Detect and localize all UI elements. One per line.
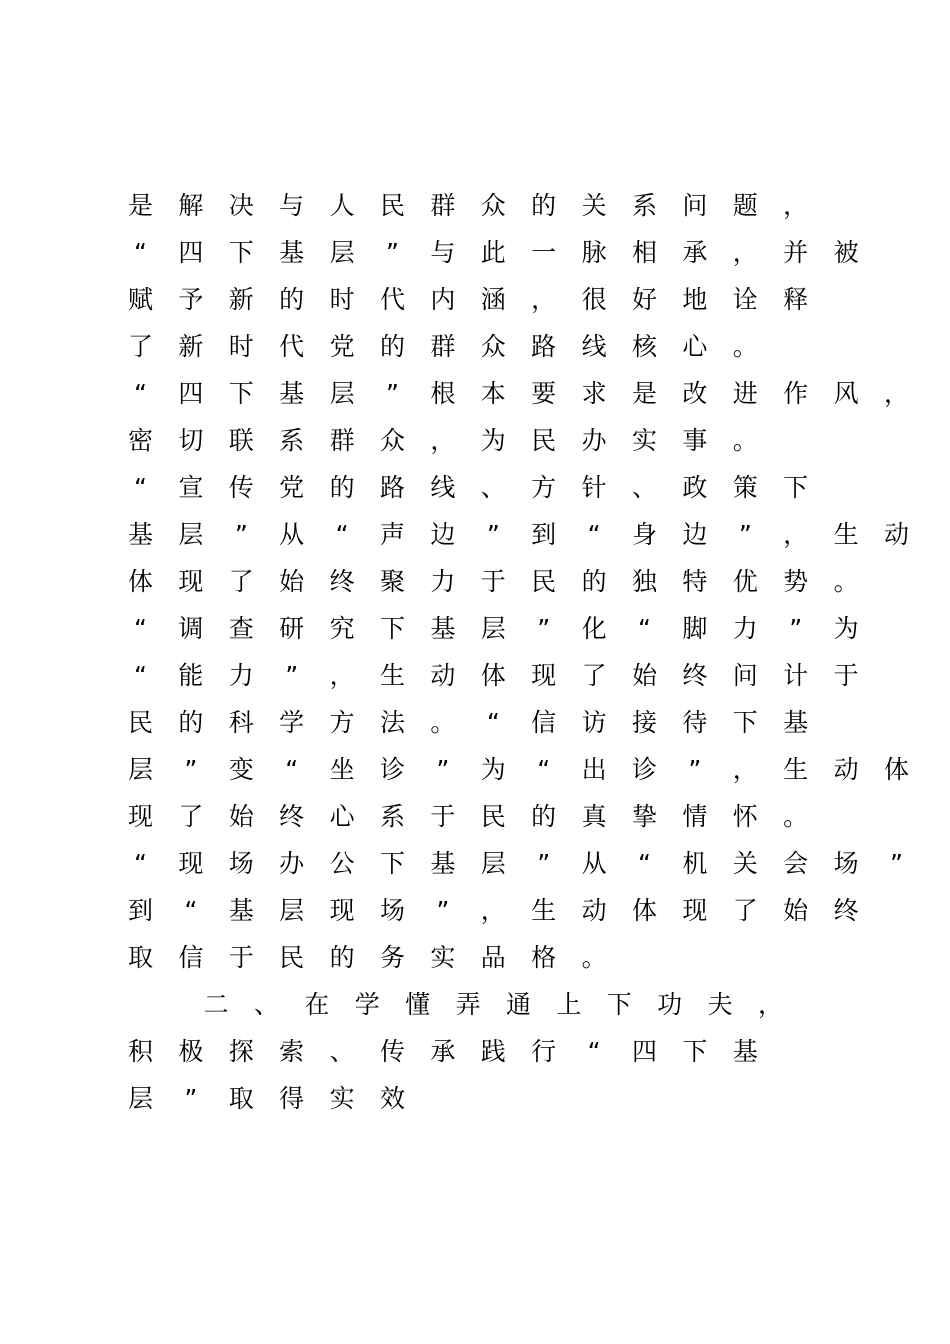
glyph: “	[134, 473, 147, 502]
glyph: 与	[279, 191, 305, 220]
glyph: 路	[531, 332, 557, 361]
glyph: 场	[228, 849, 254, 878]
glyph: 边	[430, 520, 456, 549]
glyph: ”	[184, 755, 198, 784]
glyph: 基	[279, 238, 305, 267]
text-line	[128, 323, 888, 370]
glyph: 生	[833, 520, 859, 549]
glyph: 层	[329, 238, 355, 267]
glyph: 取	[228, 1084, 254, 1113]
glyph: 众	[379, 426, 405, 455]
glyph: 解	[178, 191, 204, 220]
text-line	[128, 370, 909, 417]
glyph: 相	[631, 238, 657, 267]
glyph: 访	[581, 708, 607, 737]
glyph: 人	[329, 191, 355, 220]
glyph: 基	[430, 849, 456, 878]
glyph: 系	[279, 426, 305, 455]
glyph: 边	[682, 520, 708, 549]
glyph: 群	[430, 191, 456, 220]
glyph: 始	[783, 896, 809, 925]
glyph: 线	[430, 473, 456, 502]
glyph: ，	[783, 191, 809, 220]
glyph: 力	[430, 567, 456, 596]
glyph: ”	[285, 661, 299, 690]
glyph: ”	[234, 520, 248, 549]
glyph: 聚	[379, 567, 405, 596]
glyph: 化	[581, 614, 607, 643]
glyph: 一	[531, 238, 557, 267]
glyph: 并	[783, 238, 809, 267]
glyph: 求	[581, 379, 607, 408]
glyph: 于	[480, 567, 506, 596]
text-line	[128, 182, 888, 229]
glyph: ”	[537, 849, 551, 878]
glyph: 下	[228, 379, 254, 408]
glyph: 事	[682, 426, 708, 455]
glyph: ，	[732, 238, 758, 267]
glyph: 待	[682, 708, 708, 737]
glyph: 下	[228, 238, 254, 267]
glyph: ，	[732, 755, 758, 784]
glyph: 始	[631, 661, 657, 690]
text-line	[128, 840, 903, 887]
glyph: 上	[556, 990, 582, 1019]
glyph: 的	[531, 191, 557, 220]
glyph: 代	[379, 285, 405, 314]
glyph: 的	[329, 943, 355, 972]
glyph: 的	[329, 473, 355, 502]
glyph: 于	[228, 943, 254, 972]
glyph: 。	[833, 567, 859, 596]
glyph: 效	[379, 1084, 405, 1113]
glyph: 身	[631, 520, 657, 549]
glyph: 得	[279, 1084, 305, 1113]
glyph: 方	[531, 473, 557, 502]
glyph: 时	[329, 285, 355, 314]
glyph: 关	[581, 191, 607, 220]
glyph: 办	[279, 849, 305, 878]
text-line	[128, 652, 888, 699]
glyph: 民	[480, 802, 506, 831]
glyph: “	[537, 755, 551, 784]
glyph: 研	[279, 614, 305, 643]
glyph: 诊	[379, 755, 405, 784]
glyph: 此	[480, 238, 506, 267]
glyph: 动	[581, 896, 607, 925]
text-line	[128, 699, 888, 746]
glyph: 地	[682, 285, 708, 314]
glyph: “	[587, 1037, 601, 1066]
glyph: 到	[127, 896, 153, 925]
glyph: 优	[732, 567, 758, 596]
glyph: 众	[480, 332, 506, 361]
glyph: 、	[480, 473, 506, 502]
body-text	[127, 182, 909, 1122]
glyph: 于	[430, 802, 456, 831]
glyph: 时	[228, 332, 254, 361]
glyph: 场	[833, 849, 859, 878]
glyph: 实	[631, 426, 657, 455]
glyph: 现	[531, 661, 557, 690]
glyph: 生	[531, 896, 557, 925]
glyph: 方	[329, 708, 355, 737]
glyph: 四	[178, 379, 204, 408]
glyph: 层	[127, 755, 153, 784]
glyph: 二	[203, 990, 229, 1019]
glyph: 的	[178, 708, 204, 737]
glyph: 民	[279, 943, 305, 972]
glyph: 问	[732, 661, 758, 690]
glyph: 下	[732, 708, 758, 737]
glyph: 接	[631, 708, 657, 737]
glyph: 改	[682, 379, 708, 408]
text-line	[128, 558, 888, 605]
glyph: 、	[329, 1037, 355, 1066]
glyph: 题	[732, 191, 758, 220]
glyph: 下	[606, 990, 632, 1019]
glyph: 。	[732, 332, 758, 361]
glyph: 四	[178, 238, 204, 267]
glyph: “	[638, 849, 651, 878]
glyph: ，	[430, 426, 456, 455]
glyph: 动	[430, 661, 456, 690]
glyph: “	[486, 708, 500, 737]
glyph: 层	[178, 520, 204, 549]
glyph: 为	[833, 614, 859, 643]
glyph: 行	[531, 1037, 557, 1066]
glyph: 体	[883, 755, 909, 784]
glyph: 力	[228, 661, 254, 690]
glyph: 科	[228, 708, 254, 737]
glyph: 系	[631, 191, 657, 220]
glyph: 策	[732, 473, 758, 502]
glyph: 层	[329, 379, 355, 408]
glyph: 出	[581, 755, 607, 784]
glyph: 下	[783, 473, 809, 502]
glyph: 民	[531, 567, 557, 596]
glyph: 怀	[732, 802, 758, 831]
glyph: 切	[178, 426, 204, 455]
text-line	[128, 934, 888, 981]
glyph: ”	[486, 520, 500, 549]
glyph: 践	[480, 1037, 506, 1066]
glyph: 功	[657, 990, 683, 1019]
glyph: 根	[430, 379, 456, 408]
glyph: 联	[228, 426, 254, 455]
glyph: 信	[531, 708, 557, 737]
glyph: 现	[127, 802, 153, 831]
text-line	[128, 605, 888, 652]
glyph: 民	[531, 426, 557, 455]
text-line	[128, 464, 888, 511]
glyph: 众	[480, 191, 506, 220]
glyph: “	[134, 849, 147, 878]
section-heading-line	[128, 981, 888, 1028]
glyph: 特	[682, 567, 708, 596]
glyph: 极	[178, 1037, 204, 1066]
glyph: 下	[379, 849, 405, 878]
glyph: 基	[228, 896, 254, 925]
glyph: 民	[379, 191, 405, 220]
glyph: 力	[732, 614, 758, 643]
glyph: 实	[430, 943, 456, 972]
glyph: 本	[480, 379, 506, 408]
glyph: 终	[833, 896, 859, 925]
glyph: 探	[228, 1037, 254, 1066]
glyph: 动	[833, 755, 859, 784]
glyph: ，	[329, 661, 355, 690]
glyph: 。	[732, 426, 758, 455]
glyph: 作	[783, 379, 809, 408]
glyph: “	[134, 661, 147, 690]
glyph: 脚	[682, 614, 708, 643]
glyph: ，	[783, 520, 809, 549]
glyph: ”	[789, 614, 803, 643]
glyph: 。	[783, 802, 809, 831]
glyph: ，	[883, 379, 909, 408]
glyph: 计	[783, 661, 809, 690]
glyph: 了	[178, 802, 204, 831]
glyph: ”	[386, 379, 399, 408]
glyph: “	[335, 520, 349, 549]
glyph: 学	[279, 708, 305, 737]
glyph: 被	[833, 238, 859, 267]
glyph: 生	[379, 661, 405, 690]
glyph: 基	[783, 708, 809, 737]
glyph: ，	[480, 896, 506, 925]
glyph: ”	[436, 896, 450, 925]
glyph: ，	[531, 285, 557, 314]
glyph: 基	[430, 614, 456, 643]
glyph: 弄	[455, 990, 481, 1019]
glyph: 情	[682, 802, 708, 831]
glyph: 针	[581, 473, 607, 502]
glyph: 调	[178, 614, 204, 643]
glyph: 的	[581, 567, 607, 596]
glyph: 声	[379, 520, 405, 549]
glyph: 系	[379, 802, 405, 831]
glyph: 实	[329, 1084, 355, 1113]
glyph: 涵	[480, 285, 506, 314]
glyph: 场	[379, 896, 405, 925]
glyph: 承	[430, 1037, 456, 1066]
glyph: 进	[732, 379, 758, 408]
glyph: 通	[505, 990, 531, 1019]
glyph: 诠	[732, 285, 758, 314]
glyph: ”	[184, 1084, 198, 1113]
glyph: 现	[682, 896, 708, 925]
glyph: 与	[430, 238, 456, 267]
glyph: 信	[178, 943, 204, 972]
glyph: 公	[329, 849, 355, 878]
glyph: 取	[127, 943, 153, 972]
glyph: 好	[631, 285, 657, 314]
glyph: 终	[329, 567, 355, 596]
glyph: 诊	[631, 755, 657, 784]
glyph: 变	[228, 755, 254, 784]
glyph: 路	[379, 473, 405, 502]
glyph: 办	[581, 426, 607, 455]
glyph: 新	[178, 332, 204, 361]
glyph: 党	[329, 332, 355, 361]
glyph: 关	[732, 849, 758, 878]
glyph: ，	[757, 990, 783, 1019]
glyph: 终	[279, 802, 305, 831]
glyph: 新	[228, 285, 254, 314]
glyph: 层	[480, 849, 506, 878]
glyph: “	[587, 520, 601, 549]
glyph: ”	[890, 849, 903, 878]
glyph: 基	[127, 520, 153, 549]
glyph: 问	[682, 191, 708, 220]
glyph: 赋	[127, 285, 153, 314]
glyph: 能	[178, 661, 204, 690]
glyph: 始	[228, 802, 254, 831]
section-heading-line	[128, 1075, 888, 1122]
glyph: 学	[354, 990, 380, 1019]
glyph: 承	[682, 238, 708, 267]
glyph: 的	[379, 332, 405, 361]
text-line	[128, 793, 888, 840]
glyph: 风	[833, 379, 859, 408]
glyph: 了	[732, 896, 758, 925]
glyph: 现	[178, 567, 204, 596]
glyph: 党	[279, 473, 305, 502]
glyph: 群	[329, 426, 355, 455]
text-line	[128, 887, 888, 934]
glyph: 究	[329, 614, 355, 643]
glyph: 层	[480, 614, 506, 643]
glyph: 传	[379, 1037, 405, 1066]
glyph: 、	[631, 473, 657, 502]
glyph: 为	[480, 755, 506, 784]
glyph: 现	[329, 896, 355, 925]
glyph: 心	[682, 332, 708, 361]
text-line	[128, 276, 888, 323]
glyph: 体	[127, 567, 153, 596]
glyph: ”	[738, 520, 752, 549]
glyph: 密	[127, 426, 153, 455]
glyph: 索	[279, 1037, 305, 1066]
glyph: 势	[783, 567, 809, 596]
glyph: 的	[279, 285, 305, 314]
glyph: 从	[279, 520, 305, 549]
glyph: 现	[178, 849, 204, 878]
glyph: ”	[537, 614, 551, 643]
glyph: “	[285, 755, 299, 784]
glyph: 于	[833, 661, 859, 690]
glyph: ”	[688, 755, 702, 784]
glyph: 到	[531, 520, 557, 549]
glyph: 在	[304, 990, 330, 1019]
glyph: 要	[531, 379, 557, 408]
glyph: 积	[127, 1037, 153, 1066]
text-line	[127, 746, 909, 793]
glyph: “	[134, 614, 147, 643]
glyph: 层	[127, 1084, 153, 1113]
glyph: 是	[631, 379, 657, 408]
glyph: 体	[480, 661, 506, 690]
glyph: 很	[581, 285, 607, 314]
glyph: 线	[581, 332, 607, 361]
glyph: 了	[228, 567, 254, 596]
glyph: 坐	[329, 755, 355, 784]
glyph: 务	[379, 943, 405, 972]
glyph: 会	[783, 849, 809, 878]
glyph: ”	[386, 238, 399, 267]
glyph: 层	[279, 896, 305, 925]
glyph: 懂	[405, 990, 431, 1019]
text-line	[127, 511, 909, 558]
glyph: 查	[228, 614, 254, 643]
glyph: 下	[379, 614, 405, 643]
glyph: “	[184, 896, 198, 925]
glyph: 政	[682, 473, 708, 502]
glyph: 基	[732, 1037, 758, 1066]
glyph: ”	[436, 755, 450, 784]
glyph: 民	[127, 708, 153, 737]
glyph: 四	[631, 1037, 657, 1066]
text-line	[128, 417, 888, 464]
glyph: 动	[883, 520, 909, 549]
glyph: 机	[682, 849, 708, 878]
glyph: 予	[178, 285, 204, 314]
glyph: 始	[279, 567, 305, 596]
glyph: 。	[581, 943, 607, 972]
glyph: 决	[228, 191, 254, 220]
glyph: 挚	[631, 802, 657, 831]
glyph: “	[638, 614, 651, 643]
glyph: 了	[581, 661, 607, 690]
glyph: 代	[279, 332, 305, 361]
glyph: 。	[430, 708, 456, 737]
glyph: 群	[430, 332, 456, 361]
glyph: 脉	[581, 238, 607, 267]
glyph: 品	[480, 943, 506, 972]
glyph: 了	[127, 332, 153, 361]
glyph: 夫	[707, 990, 733, 1019]
glyph: 宣	[178, 473, 204, 502]
glyph: 心	[329, 802, 355, 831]
glyph: 、	[253, 990, 279, 1019]
glyph: 真	[581, 802, 607, 831]
glyph: 从	[581, 849, 607, 878]
glyph: 核	[631, 332, 657, 361]
glyph: 是	[127, 191, 153, 220]
glyph: 传	[228, 473, 254, 502]
glyph: 法	[379, 708, 405, 737]
text-line	[128, 229, 888, 276]
glyph: 为	[480, 426, 506, 455]
glyph: “	[134, 379, 147, 408]
glyph: 体	[631, 896, 657, 925]
glyph: 生	[783, 755, 809, 784]
glyph: 内	[430, 285, 456, 314]
glyph: “	[134, 238, 147, 267]
glyph: 的	[531, 802, 557, 831]
glyph: 格	[531, 943, 557, 972]
glyph: 释	[783, 285, 809, 314]
glyph: 基	[279, 379, 305, 408]
section-heading-line	[128, 1028, 888, 1075]
glyph: 下	[682, 1037, 708, 1066]
glyph: 独	[631, 567, 657, 596]
glyph: 终	[682, 661, 708, 690]
